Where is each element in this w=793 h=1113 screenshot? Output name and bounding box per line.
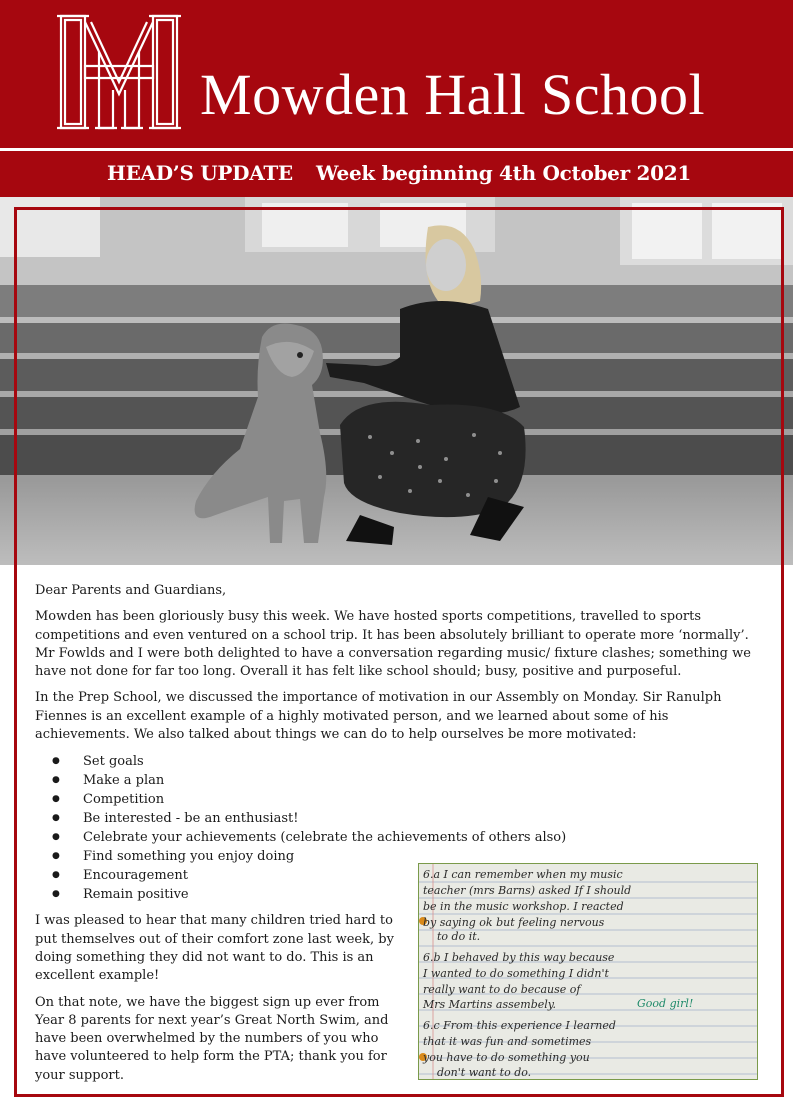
note-line: don't want to do. (437, 1066, 532, 1079)
note-line: teacher (mrs Barns) asked If I should (423, 884, 632, 897)
note-line: be in the music workshop. I reacted (423, 900, 624, 913)
note-line: to do it. (437, 930, 481, 943)
banner-divider (0, 148, 793, 151)
paragraph-2: In the Prep School, we discussed the importance of motivation in our Assembly on Monday. Sir Ranulph Fiennes is an excellent example of a highly motivated person, and we learned about some of his achievements. We also talked about things we can do to help ourselves be more motivated: (35, 690, 722, 743)
paragraph-3: I was pleased to hear that many children tried hard to put themselves out of their comfort zone last week, by doing something they did not want to do. This is an excellent example! (35, 913, 394, 984)
note-line: 6.b I behaved by this way because (423, 951, 615, 964)
list-item: ● Be interested - be an enthusiast! (35, 809, 763, 828)
paragraph-4: On that note, we have the biggest sign up ever from Year 8 parents for next year’s Great North Swim, and have been overwhelmed by the numbers of you who have volunteered to help form the PTA; thank you for your support. (35, 994, 389, 1083)
list-item: ● Competition (35, 790, 763, 809)
paragraph-1: Mowden has been gloriously busy this week. We have hosted sports competitions, travelled to sports competitions and even ventured on a school trip. It has been absolutely brilliant to operate more ‘normally’. Mr Fowlds and I were both delighted to have a conversation regarding music/ fixture clashes; something we have not done for far too long. Overall it has felt like school should; busy, positive and purposeful. (35, 609, 751, 680)
head-with-dog-photo (0, 197, 793, 565)
note-line: you have to do something you (423, 1051, 590, 1064)
note-line: I wanted to do something I didn't (423, 967, 609, 980)
list-item: ● Remain positive (35, 885, 763, 904)
note-line: that it was fun and sometimes (423, 1035, 592, 1048)
note-line: Mrs Martins assembely. (423, 998, 557, 1011)
note-line: really want to do because of (423, 983, 581, 996)
pupil-handwriting-image (418, 863, 758, 1080)
list-item: ● Encouragement (35, 866, 763, 885)
list-item: ● Make a plan (35, 771, 763, 790)
note-line: 6.c From this experience I learned (423, 1019, 616, 1032)
school-name: Mowden Hall School (200, 62, 706, 127)
note-line: 6.a I can remember when my music (423, 868, 623, 881)
teacher-comment: Good girl! (637, 997, 694, 1010)
list-item: ● Find something you enjoy doing (35, 847, 763, 866)
update-label: HEAD’S UPDATE (107, 161, 293, 185)
list-item: ● Celebrate your achievements (celebrate the achievements of others also) (35, 828, 763, 847)
school-monogram-logo (55, 12, 190, 132)
salutation: Dear Parents and Guardians, (35, 583, 227, 598)
week-label: Week beginning 4th October 2021 (316, 161, 691, 185)
photo-head-with-dog-icon (0, 197, 793, 565)
handwritten-note-icon (419, 864, 758, 1080)
list-item: ● Set goals (35, 752, 763, 771)
note-line: by saying ok but feeling nervous (423, 916, 605, 929)
